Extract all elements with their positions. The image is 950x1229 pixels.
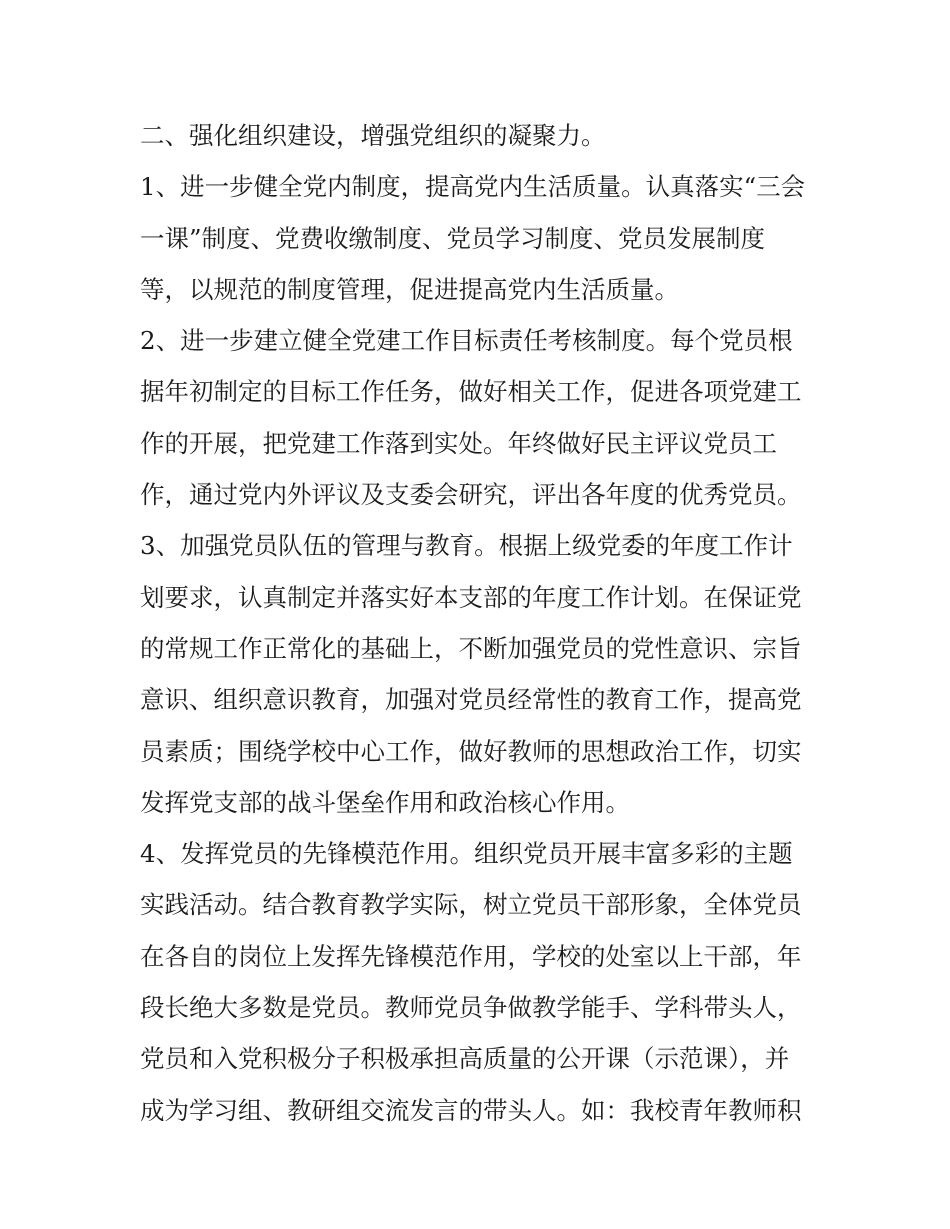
paragraph-line: 党员和入党积极分子积极承担高质量的公开课（示范课），并 xyxy=(140,1044,790,1074)
paragraph-line: 划要求，认真制定并落实好本支部的年度工作计划。在保证党 xyxy=(140,582,802,612)
paragraph-line: 发挥党支部的战斗堡垒作用和政治核心作用。 xyxy=(140,787,630,817)
paragraph-line: 的常规工作正常化的基础上，不断加强党员的党性意识、宗旨 xyxy=(140,633,802,663)
paragraph-line: 段长绝大多数是党员。教师党员争做教学能手、学科带头人， xyxy=(140,993,802,1023)
paragraph-line: 作，通过党内外评议及支委会研究，评出各年度的优秀党员。 xyxy=(140,480,802,510)
paragraph-line: 4、发挥党员的先锋模范作用。组织党员开展丰富多彩的主题 xyxy=(140,839,793,869)
paragraph-line: 成为学习组、教研组交流发言的带头人。如：我校青年教师积 xyxy=(140,1095,802,1125)
paragraph-line: 据年初制定的目标工作任务，做好相关工作，促进各项党建工 xyxy=(140,377,802,407)
paragraph-line: 一课”制度、党费收缴制度、党员学习制度、党员发展制度 xyxy=(140,223,766,253)
paragraph-line: 作的开展，把党建工作落到实处。年终做好民主评议党员工 xyxy=(140,428,777,458)
paragraph-line: 员素质；围绕学校中心工作，做好教师的思想政治工作，切实 xyxy=(140,736,802,766)
paragraph-line: 实践活动。结合教育教学实际，树立党员干部形象，全体党员 xyxy=(140,890,802,920)
paragraph-line: 在各自的岗位上发挥先锋模范作用，学校的处室以上干部，年 xyxy=(140,941,802,971)
paragraph-line: 意识、组织意识教育，加强对党员经常性的教育工作，提高党 xyxy=(140,685,802,715)
section-heading: 二、强化组织建设，增强党组织的凝聚力。 xyxy=(140,121,606,150)
paragraph-line: 等，以规范的制度管理，促进提高党内生活质量。 xyxy=(140,274,679,304)
paragraph-line: 3、加强党员队伍的管理与教育。根据上级党委的年度工作计 xyxy=(140,531,793,561)
paragraph-line: 1、进一步健全党内制度，提高党内生活质量。认真落实“三会 xyxy=(140,172,806,202)
paragraph-line: 2、进一步建立健全党建工作目标责任考核制度。每个党员根 xyxy=(140,326,793,356)
document-body xyxy=(140,110,820,1136)
